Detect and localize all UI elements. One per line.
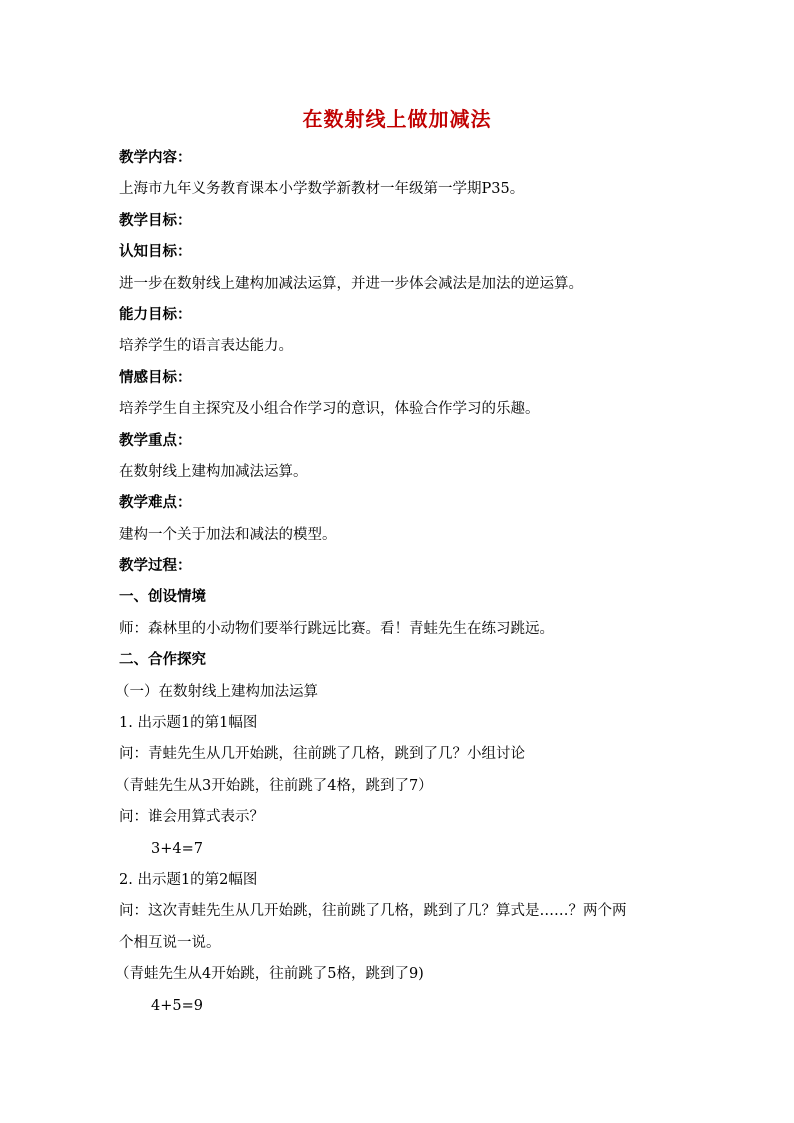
question-line: 问：这次青蛙先生从几开始跳，往前跳了几格，跳到了几？算式是……？两个两 xyxy=(119,903,627,920)
answer-line: （青蛙先生从4开始跳，往前跳了5格，跳到了9) xyxy=(115,966,424,983)
document-title: 在数射线上做加减法 xyxy=(302,107,492,131)
paragraph: 师：森林里的小动物们要举行跳远比赛。看！青蛙先生在练习跳远。 xyxy=(119,620,554,637)
list-item: 2. 出示题1的第2幅图 xyxy=(119,871,258,888)
heading-key-points: 教学重点： xyxy=(119,432,192,449)
formula: 3+4=7 xyxy=(151,840,203,857)
answer-line: （青蛙先生从3开始跳，往前跳了4格，跳到了7） xyxy=(115,777,433,794)
question-line-continued: 个相互说一说。 xyxy=(119,934,221,951)
paragraph: 在数射线上建构加减法运算。 xyxy=(119,463,308,480)
paragraph: 培养学生自主探究及小组合作学习的意识，体验合作学习的乐趣。 xyxy=(119,401,540,418)
section-heading-2: 二、合作探究 xyxy=(119,652,206,669)
heading-teaching-content: 教学内容： xyxy=(119,150,192,166)
subsection-heading: （一）在数射线上建构加法运算 xyxy=(115,683,318,700)
question-line: 问：青蛙先生从几开始跳，往前跳了几格，跳到了几？小组讨论 xyxy=(119,746,525,763)
heading-emotional-goals: 情感目标： xyxy=(119,369,192,386)
question-line: 问：谁会用算式表示？ xyxy=(119,809,264,826)
paragraph: 上海市九年义务教育课本小学数学新教材一年级第一学期P35。 xyxy=(119,181,525,198)
heading-difficulties: 教学难点： xyxy=(119,495,192,512)
document-body xyxy=(115,143,694,1022)
heading-teaching-process: 教学过程： xyxy=(119,558,192,575)
paragraph: 建构一个关于加法和减法的模型。 xyxy=(119,526,337,543)
heading-cognitive-goals: 认知目标： xyxy=(119,244,192,261)
section-heading-1: 一、创设情境 xyxy=(119,589,206,606)
paragraph: 培养学生的语言表达能力。 xyxy=(119,338,293,355)
heading-teaching-goals: 教学目标： xyxy=(119,212,192,229)
paragraph: 进一步在数射线上建构加减法运算，并进一步体会减法是加法的逆运算。 xyxy=(119,275,583,292)
formula: 4+5=9 xyxy=(151,997,203,1014)
heading-ability-goals: 能力目标： xyxy=(119,306,192,323)
list-item: 1. 出示题1的第1幅图 xyxy=(119,715,258,732)
